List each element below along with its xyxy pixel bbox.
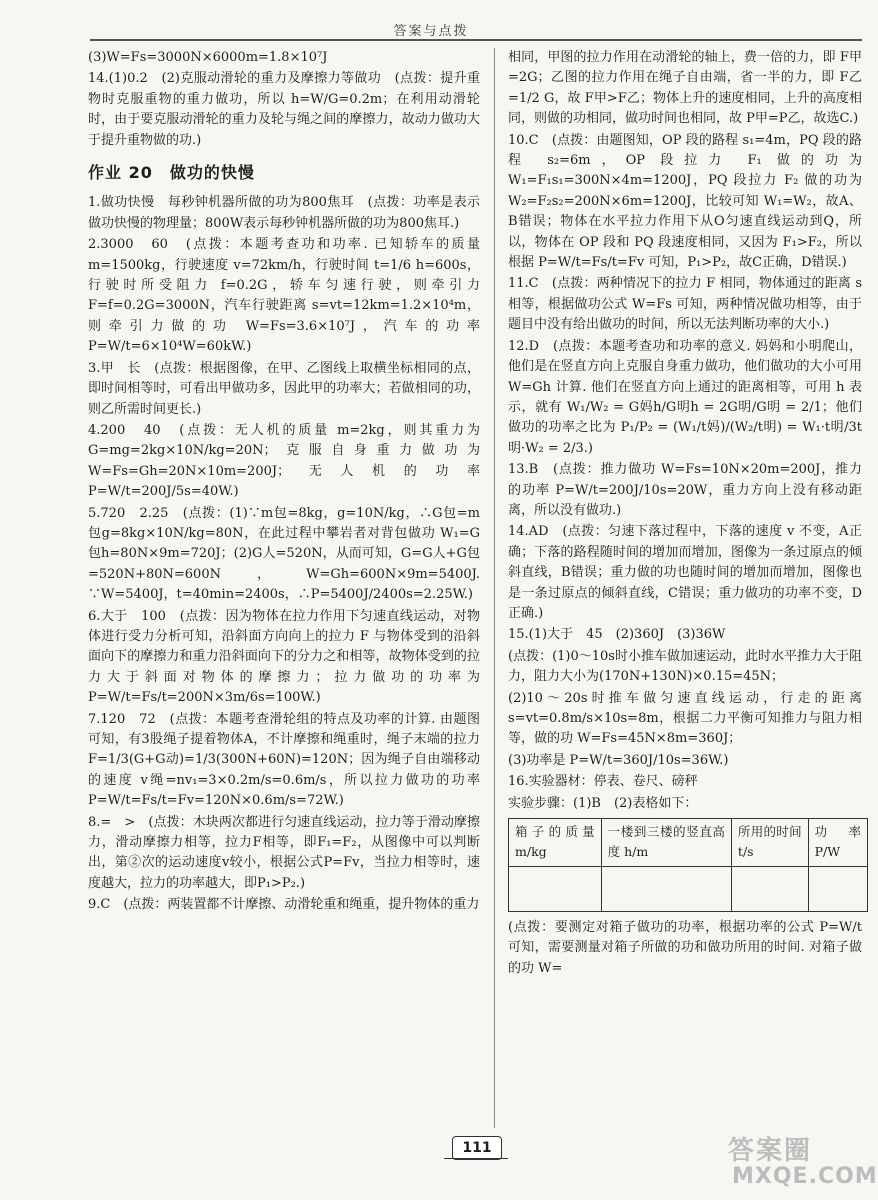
column-divider	[494, 48, 495, 1128]
answer-15: 15.(1)大于 45 (2)360J (3)36W	[508, 627, 726, 643]
answer-11: 11.C (点拨：两种情况下的拉力 F 相同，物体通过的距离 s 相等，根据做功公式 W=Fs 可知，两种情况做功相等，由于题目中没有给出做功的时间，所以无法判断功率的大小.)	[508, 276, 862, 333]
header-title: 答案与点拨	[393, 24, 469, 39]
answer-9: 9.C (点拨：两装置都不计摩擦、动滑轮重和绳重，提升物体的重力	[88, 897, 480, 913]
table-header-cell: 一楼到三楼的竖直高度 h/m	[601, 819, 731, 867]
answer-9-continued: 相同，甲图的拉力作用在动滑轮的轴上，费一倍的力，即 F甲=2G；乙图的拉力作用在绳子自由端，省一半的力，即 F乙=1/2 G，故 F甲>F乙；物体上升的速度相同，上升的高度相同，则做的功相同，做功时间也相同，故 P甲=P乙，故选C.)	[508, 50, 862, 127]
answer-6: 6.大于 100 (点拨：因为物体在拉力作用下匀速直线运动，对物体进行受力分析可知，沿斜面方向向上的拉力 F 与物体受到的沿斜面向下的摩擦力和重力沿斜面向下的分力之和相等，故物体受到的拉力大于斜面对物体的摩擦力；拉力做功的功率为 P=W/t=Fs/t=200N×3m/6s=100W.)	[88, 608, 480, 706]
answer-13: 13.B (点拨：推力做功 W=Fs=10N×20m=200J，推力的功率 P=W/t=200J/10s=20W，重力方向上没有移动距离，所以没有做功.)	[508, 462, 862, 518]
answer-16-steps: 实验步骤：(1)B (2)表格如下：	[508, 795, 698, 811]
table-row	[509, 866, 868, 911]
answer-8: 8.= > (点拨：木块两次都进行匀速直线运动，拉力等于滑动摩擦力，滑动摩擦力相等，拉力F相等，即F₁=F₂，从图像中可以判断出，第②次的运动速度v较小，根据公式P=Fv，当拉力相等时，速度越大，拉力的功率越大，即P₁>P₂.)	[88, 814, 480, 891]
experiment-table	[508, 818, 868, 912]
answer-1: 1.做功快慢 每秒钟机器所做的功为800焦耳 (点拨：功率是表示做功快慢的物理量；800W表示每秒钟机器所做的功为800焦耳.)	[88, 195, 480, 231]
answer-2: 2.3000 60 (点拨：本题考查功和功率. 已知轿车的质量 m=1500kg，行驶速度 v=72km/h，行驶时间 t=1/6 h=600s，行驶时所受阻力 f=0.2G，轿车匀速行驶，则牵引力 F=f=0.2G=3000N，汽车行驶距离 s=vt=12km=1.2×10⁴m，则牵引力做的功 W=Fs=3.6×10⁷J，汽车的功率 P=W/t=6×10⁴W=60kW.)	[88, 237, 480, 355]
page-number-book-icon	[444, 1158, 508, 1165]
left-column	[88, 48, 480, 917]
table-cell	[731, 866, 808, 911]
answer-4: 4.200 40 (点拨：无人机的质量 m=2kg，则其重力为 G=mg=2kg×10N/kg=20N；克服自身重力做功为 W=Fs=Gh=20N×10m=200J；无人机的功率 P=W/t=200J/5s=40W.)	[88, 422, 480, 500]
answer-14: 14.(1)0.2 (2)克服动滑轮的重力及摩擦力等做功 (点拨：提升重物时克服重物的重力做功，所以 h=W/G=0.2m；在利用动滑轮时，由于要克服动滑轮的重力及轮与绳之间的摩擦力，故动力做功大于提升重物做的功.)	[88, 71, 480, 148]
table-header-cell: 箱子的质量 m/kg	[509, 819, 602, 867]
answer-15-note-3: (3)功率是 P=W/t=360J/10s=36W.)	[508, 752, 729, 768]
watermark-text: 答案圈	[728, 1136, 813, 1166]
watermark	[676, 1130, 878, 1194]
header-rule	[90, 39, 862, 41]
answer-15-note-2: (2)10～20s时推车做匀速直线运动，行走的距离 s=vt=0.8m/s×10s=8m，根据二力平衡可知推力与阻力相等，做的功 W=Fs=45N×8m=360J；	[508, 690, 862, 747]
table-header-cell: 功率 P/W	[808, 819, 867, 867]
table-header-cell: 所用的时间 t/s	[731, 819, 808, 867]
page-header	[0, 0, 862, 44]
answer-7: 7.120 72 (点拨：本题考查滑轮组的特点及功率的计算. 由题图可知，有3股绳子提着物体A，不计摩擦和绳重时，绳子末端的拉力 F=1/3(G+G动)=1/3(300N+60N)=120N；因为绳子自由端移动的速度 v绳=nv₁=3×0.2m/s=0.6m/s，所以拉力做功的功率 P=W/t=Fs/t=Fv=120N×0.6m/s=72W.)	[88, 711, 480, 809]
answer-16: 16.实验器材：停表、卷尺、磅秤	[508, 774, 698, 790]
answer-line: (3)W=Fs=3000N×6000m=1.8×10⁷J	[88, 50, 328, 65]
answer-12: 12.D (点拨：本题考查功和功率的意义. 妈妈和小明爬山，他们是在竖直方向上克服自身重力做功，他们做功的大小可用 W=Gh 计算. 他们在竖直方向上通过的距离相等，可用 h 表示，就有 W₁/W₂ = G妈h/G明h = 2G明/G明 = 2/1；他们做功的功率之比为 P₁/P₂ = (W₁/t妈)/(W₂/t明) = W₁·t明/3t明·W₂ = 2/3.)	[508, 338, 862, 456]
answer-15-note-1: (点拨：(1)0～10s时小推车做加速运动，此时水平推力大于阻力，阻力大小为(170N+130N)×0.15=45N；	[508, 648, 862, 685]
table-cell	[601, 866, 731, 911]
answer-14-right: 14.AD (点拨：匀速下落过程中，下落的速度 v 不变，A正确；下落的路程随时间的增加而增加，图像为一条过原点的倾斜直线，B错误；重力做的功也随时间的增加而增加，图像也是一条过原点的倾斜直线，C错误；重力做功的功率不变，D正确.)	[508, 524, 862, 621]
page-number: 111	[452, 1136, 502, 1160]
answer-5: 5.720 2.25 (点拨：(1)∵m包=8kg，g=10N/kg，∴G包=m包g=8kg×10N/kg=80N，在此过程中攀岩者对背包做功 W₁=G包h=80N×9m=720J；(2)G人=520N，从而可知，G=G人+G包=520N+80N=600N，W=Gh=600N×9m=5400J. ∵W=5400J，t=40min=2400s，∴P=5400J/2400s=2.25W.)	[88, 505, 480, 603]
answer-16-note: (点拨：要测定对箱子做功的功率，根据功率的公式 P=W/t 可知，需要测量对箱子所做的功和做功所用的时间. 对箱子做的功 W=	[508, 919, 862, 976]
answer-10: 10.C (点拨：由题图知，OP 段的路程 s₁=4m，PQ 段的路程 s₂=6m，OP 段拉力 F₁ 做的功为 W₁=F₁s₁=300N×4m=1200J，PQ 段拉力 F₂ 做的功为 W₂=F₂s₂=200N×6m=1200J，比较可知 W₁=W₂，故A、B错误；物体在水平拉力作用下从O匀速直线运动到Q，所以，物体在 OP 段和 PQ 段速度相同，又因为 F₁>F₂，所以根据 P=W/t=Fs/t=Fv 可知，P₁>P₂，故C正确，D错误.)	[508, 132, 862, 271]
table-row	[509, 819, 868, 867]
right-column	[508, 48, 862, 980]
table-cell	[509, 866, 602, 911]
table-cell	[808, 866, 867, 911]
section-title: 作业 20 做功的快慢	[88, 163, 255, 183]
answer-3: 3.甲 长 (点拨：根据图像，在甲、乙图线上取横坐标相同的点，即时间相等时，可看出甲做功多，因此甲的功率大；若做相同的功，则乙所需时间更长.)	[88, 360, 480, 417]
watermark-url: MXQE.COM	[732, 1164, 878, 1189]
